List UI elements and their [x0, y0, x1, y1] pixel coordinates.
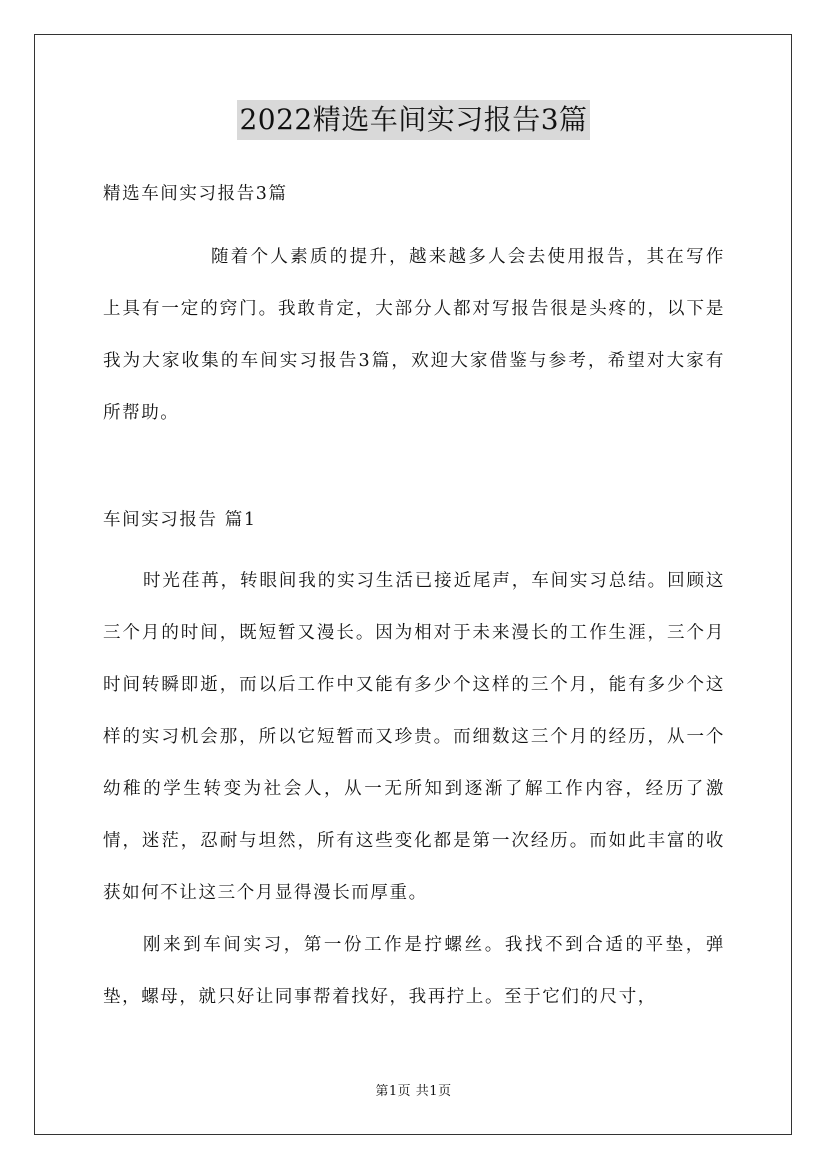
intro-paragraph: 随着个人素质的提升，越来越多人会去使用报告，其在写作上具有一定的窍门。我敢肯定，大部分人都对写报告很是头疼的，以下是我为大家收集的车间实习报告3篇，欢迎大家借鉴与参考，希望对大家有所帮助。 [103, 247, 725, 423]
title-container [0, 100, 827, 140]
body-paragraph-1: 时光荏苒，转眼间我的实习生活已接近尾声，车间实习总结。回顾这三个月的时间，既短暂又漫长。因为相对于未来漫长的工作生涯，三个月时间转瞬即逝，而以后工作中又能有多少个这样的三个月，能有多少个这样的实习机会那，所以它短暂而又珍贵。而细数这三个月的经历，从一个幼稚的学生转变为社会人，从一无所知到逐渐了解工作内容，经历了激情，迷茫，忍耐与坦然，所有这些变化都是第一次经历。而如此丰富的收获如何不让这三个月显得漫长而厚重。 [103, 571, 725, 903]
document-title: 2022精选车间实习报告3篇 [237, 100, 589, 140]
document-subtitle: 精选车间实习报告3篇 [103, 184, 288, 204]
body-paragraph-2: 刚来到车间实习，第一份工作是拧螺丝。我找不到合适的平垫，弹垫，螺母，就只好让同事帮着找好，我再拧上。至于它们的尺寸， [103, 935, 725, 1007]
section-heading: 车间实习报告 篇1 [103, 510, 257, 530]
page-footer: 第1页 共1页 [375, 1084, 452, 1099]
